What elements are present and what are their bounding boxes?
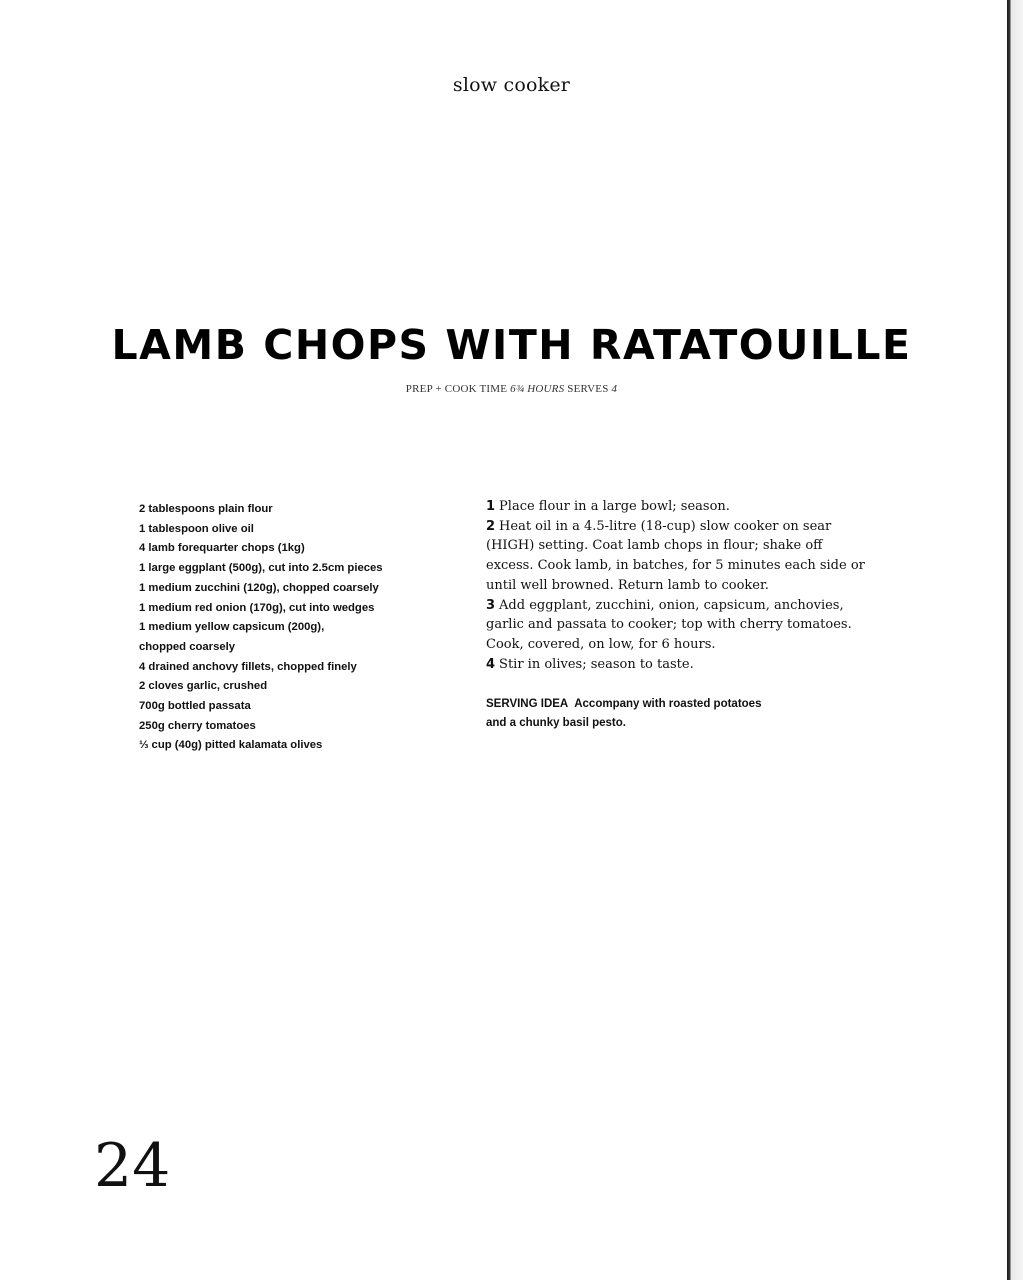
prep-label: PREP + COOK TIME <box>405 383 508 395</box>
ingredient-item: 1 medium red onion (170g), cut into wedges <box>139 601 375 614</box>
ingredients-list <box>139 500 459 756</box>
step-text: Stir in olives; season to taste. <box>499 656 694 672</box>
serves-value: 4 <box>611 383 618 395</box>
ingredient-item: 2 cloves garlic, crushed <box>139 680 268 693</box>
serving-idea-line <box>486 695 846 714</box>
ingredient-item: 1 large eggplant (500g), cut into 2.5cm pieces <box>139 562 383 575</box>
method-step <box>486 596 866 655</box>
prep-value: 6¾ HOURS <box>510 383 565 395</box>
serves-label: SERVES <box>567 383 609 395</box>
method-step <box>486 517 866 596</box>
step-text: Place flour in a large bowl; season. <box>499 499 730 514</box>
step-text: Add eggplant, zucchini, onion, capsicum, anchovies, garlic and passata to cooker; top with cherry tomatoes. Cook, covered, on low, for 6 hours. <box>486 597 852 652</box>
method-step <box>486 497 866 517</box>
serving-idea-line: and a chunky basil pesto. <box>486 716 626 729</box>
step-number: 1 <box>486 499 496 514</box>
ingredient-item: 1 medium zucchini (120g), chopped coarsely <box>139 581 379 594</box>
method-steps <box>486 497 866 674</box>
recipe-title: LAMB CHOPS WITH RATATOUILLE <box>111 321 912 369</box>
serving-idea <box>486 695 846 732</box>
ingredient-item: 250g cherry tomatoes <box>139 719 256 732</box>
ingredient-item: chopped coarsely <box>139 640 236 653</box>
serving-idea-text: Accompany with roasted potatoes <box>574 698 762 710</box>
book-spine-edge <box>1007 0 1023 1280</box>
recipe-meta <box>0 383 1023 395</box>
ingredient-item: 2 tablespoons plain flour <box>139 503 273 515</box>
step-number: 3 <box>486 597 496 613</box>
method-step <box>486 655 866 675</box>
step-text: Heat oil in a 4.5-litre (18-cup) slow cooker on sear (HIGH) setting. Coat lamb chops in flour; shake off excess. Cook lamb, in batches, for 5 minutes each side or until well browned. Return lamb to cooker. <box>486 518 865 593</box>
ingredient-item: 700g bottled passata <box>139 700 251 713</box>
ingredient-item: 1 tablespoon olive oil <box>139 522 254 535</box>
page-number: 24 <box>94 1131 171 1201</box>
ingredient-item: 4 drained anchovy fillets, chopped finely <box>139 660 357 673</box>
section-title: slow cooker <box>452 74 571 96</box>
ingredient-item: 4 lamb forequarter chops (1kg) <box>139 542 305 555</box>
ingredient-item: 1 medium yellow capsicum (200g), <box>139 621 325 634</box>
serving-idea-label: SERVING IDEA <box>486 698 569 710</box>
step-number: 2 <box>486 518 496 534</box>
step-number: 4 <box>486 656 496 672</box>
ingredient-item: ⅓ cup (40g) pitted kalamata olives <box>139 739 323 752</box>
